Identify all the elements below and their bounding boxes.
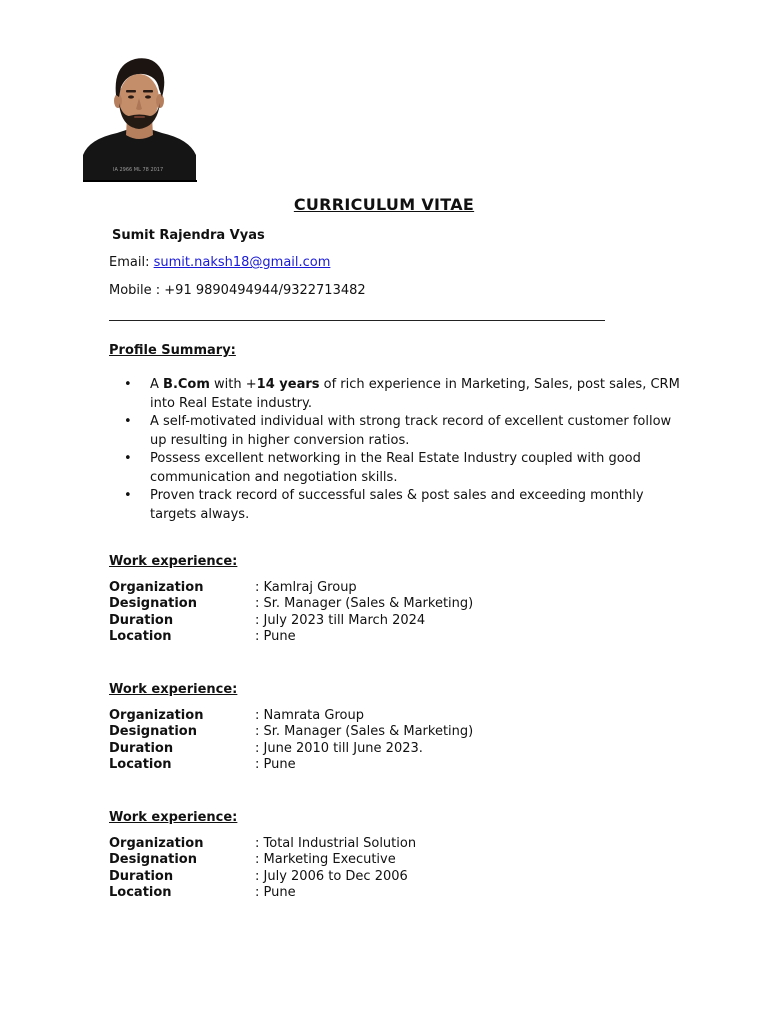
profile-summary-heading: Profile Summary: [109, 343, 236, 358]
summary-item-line [150, 450, 709, 469]
detail-value: : June 2010 till June 2023. [255, 740, 423, 756]
summary-item-line: communication and negotiation skills. [150, 469, 398, 485]
detail-value: : Total Industrial Solution [255, 836, 417, 851]
detail-row [109, 869, 629, 885]
summary-item [109, 487, 709, 524]
summary-text: A [150, 377, 164, 392]
summary-item [109, 413, 709, 450]
detail-value: : Kamlraj Group [255, 580, 357, 595]
detail-label: Location [109, 629, 172, 645]
work-experience-heading: Work experience: [109, 682, 238, 697]
shirt-print: IA 2966 ML 78 2017 [113, 167, 164, 173]
summary-item [109, 450, 709, 487]
detail-label: Duration [109, 740, 174, 756]
bullet-icon: • [124, 451, 132, 466]
candidate-name: Sumit Rajendra Vyas [112, 228, 265, 243]
detail-value: : Pune [255, 757, 296, 773]
summary-text: Proven track record of successful sales & post sales and exceeding monthly [150, 488, 644, 503]
summary-highlight: 14 years [256, 377, 320, 392]
summary-item-line [150, 413, 709, 432]
work-experience-heading: Work experience: [109, 810, 238, 825]
summary-highlight: B.Com [163, 377, 210, 392]
summary-text: Possess excellent networking in the Real Estate Industry coupled with good [150, 451, 641, 466]
profile-photo-image [83, 43, 196, 180]
detail-value: : July 2023 till March 2024 [255, 612, 426, 628]
detail-row [109, 613, 629, 629]
detail-row [109, 852, 629, 868]
bullet-icon: • [124, 488, 132, 503]
work-experience-heading: Work experience: [109, 554, 238, 569]
detail-value: : Pune [255, 885, 296, 901]
detail-row [109, 885, 629, 901]
detail-value: : Marketing Executive [255, 852, 396, 868]
summary-item-line: up resulting in higher conversion ratios. [150, 432, 410, 448]
detail-row [109, 629, 629, 645]
email-label: Email: [109, 255, 150, 270]
detail-value: : July 2006 to Dec 2006 [255, 868, 408, 884]
mobile-line: Mobile : +91 9890494944/9322713482 [109, 283, 366, 298]
detail-label: Location [109, 757, 172, 773]
detail-row [109, 580, 629, 596]
work-experience-details [109, 836, 629, 902]
summary-item-line: into Real Estate industry. [150, 395, 312, 411]
detail-label: Organization [109, 580, 204, 595]
work-experience-details [109, 580, 629, 646]
summary-text: A self-motivated individual with strong track record of excellent customer follow [150, 414, 672, 429]
work-experience-details [109, 708, 629, 774]
section-divider [109, 320, 605, 321]
summary-item-line: targets always. [150, 506, 250, 522]
detail-label: Duration [109, 868, 174, 884]
detail-value: : Sr. Manager (Sales & Marketing) [255, 596, 474, 612]
detail-label: Duration [109, 612, 174, 628]
detail-row [109, 724, 629, 740]
detail-value: : Namrata Group [255, 708, 364, 723]
summary-text: with + [209, 377, 257, 392]
detail-value: : Sr. Manager (Sales & Marketing) [255, 724, 474, 740]
summary-item-line [150, 487, 709, 506]
email-line [109, 255, 330, 270]
detail-label: Location [109, 885, 172, 901]
detail-label: Designation [109, 852, 197, 868]
detail-row [109, 836, 629, 852]
summary-text: of rich experience in Marketing, Sales, post sales, CRM [319, 377, 680, 392]
bullet-icon: • [124, 377, 132, 392]
bullet-icon: • [124, 414, 132, 429]
photo-underline [83, 180, 197, 182]
summary-item-line [150, 376, 709, 395]
detail-label: Organization [109, 836, 204, 851]
detail-label: Organization [109, 708, 204, 723]
detail-row [109, 757, 629, 773]
profile-summary-list [109, 376, 709, 524]
detail-row [109, 708, 629, 724]
detail-row [109, 596, 629, 612]
profile-photo [83, 43, 196, 180]
detail-label: Designation [109, 596, 197, 612]
detail-label: Designation [109, 724, 197, 740]
detail-value: : Pune [255, 629, 296, 645]
document-title: CURRICULUM VITAE [293, 195, 475, 214]
summary-item [109, 376, 709, 413]
detail-row [109, 741, 629, 757]
email-link[interactable]: sumit.naksh18@gmail.com [153, 255, 331, 270]
